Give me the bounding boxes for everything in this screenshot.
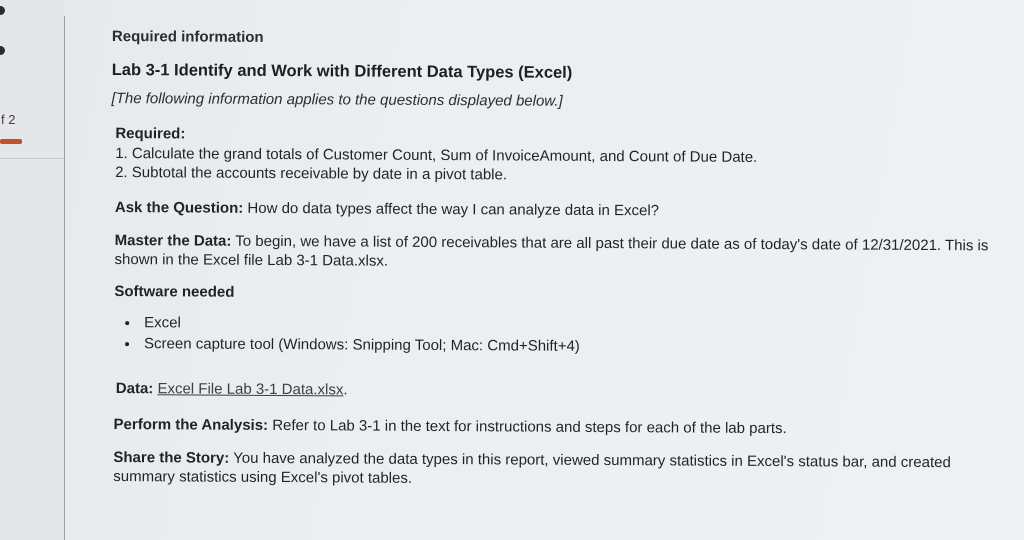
master-the-data <box>115 231 991 274</box>
lab-title: Lab 3-1 Identify and Work with Different Data Types (Excel) <box>111 60 573 82</box>
software-item: • Excel <box>140 312 990 338</box>
software-needed-label: Software needed <box>114 283 235 301</box>
perform-the-analysis-text: Refer to Lab 3-1 in the text for instructions and steps for each of the lab parts. <box>268 416 787 438</box>
ask-the-question-label: Ask the Question: <box>114 199 244 217</box>
perform-the-analysis <box>114 415 990 439</box>
required-information-heading: Required information <box>111 28 264 46</box>
gutter-divider-line <box>0 158 64 159</box>
question-number[interactable]: f 2 <box>1 112 16 127</box>
data-line <box>116 380 990 402</box>
data-label: Data: <box>115 380 154 398</box>
share-the-story-label: Share the Story: <box>113 449 230 467</box>
software-list <box>110 312 990 359</box>
intro-note: [The following information applies to the questions displayed below.] <box>111 89 563 110</box>
software-item: • Screen capture tool (Windows: Snipping Tool; Mac: Cmd+Shift+4) <box>140 333 990 359</box>
share-the-story <box>113 448 989 491</box>
left-gutter <box>0 0 64 540</box>
required-item: 1. Calculate the grand totals of Customer Count, Sum of InvoiceAmount, and Count of Due Date. <box>115 145 758 166</box>
ask-the-question <box>115 198 991 222</box>
question-content <box>109 28 992 505</box>
gutter-marker-dot-top <box>0 6 5 15</box>
required-list <box>111 144 991 187</box>
required-label: Required: <box>115 125 186 143</box>
required-item: 2. Subtotal the accounts receivable by date in a pivot table. <box>115 164 508 184</box>
ask-the-question-text: How do data types affect the way I can analyze data in Excel? <box>243 199 660 220</box>
excel-file-link[interactable]: Excel File Lab 3-1 Data.xlsx <box>157 380 344 399</box>
content-divider <box>64 16 65 540</box>
share-the-story-text: You have analyzed the data types in this report, viewed summary statistics in Excel's status bar, and created summary statistics using Excel's pivot tables. <box>113 449 951 487</box>
progress-indicator <box>0 139 22 144</box>
master-the-data-text: To begin, we have a list of 200 receivables that are all past their due date as of today's date of 12/31/2021. This is shown in the Excel file Lab 3-1 Data.xlsx. <box>114 232 989 270</box>
perform-the-analysis-label: Perform the Analysis: <box>113 416 269 434</box>
gutter-marker-dot <box>0 46 5 55</box>
master-the-data-label: Master the Data: <box>114 232 232 250</box>
data-suffix: . <box>343 381 348 399</box>
